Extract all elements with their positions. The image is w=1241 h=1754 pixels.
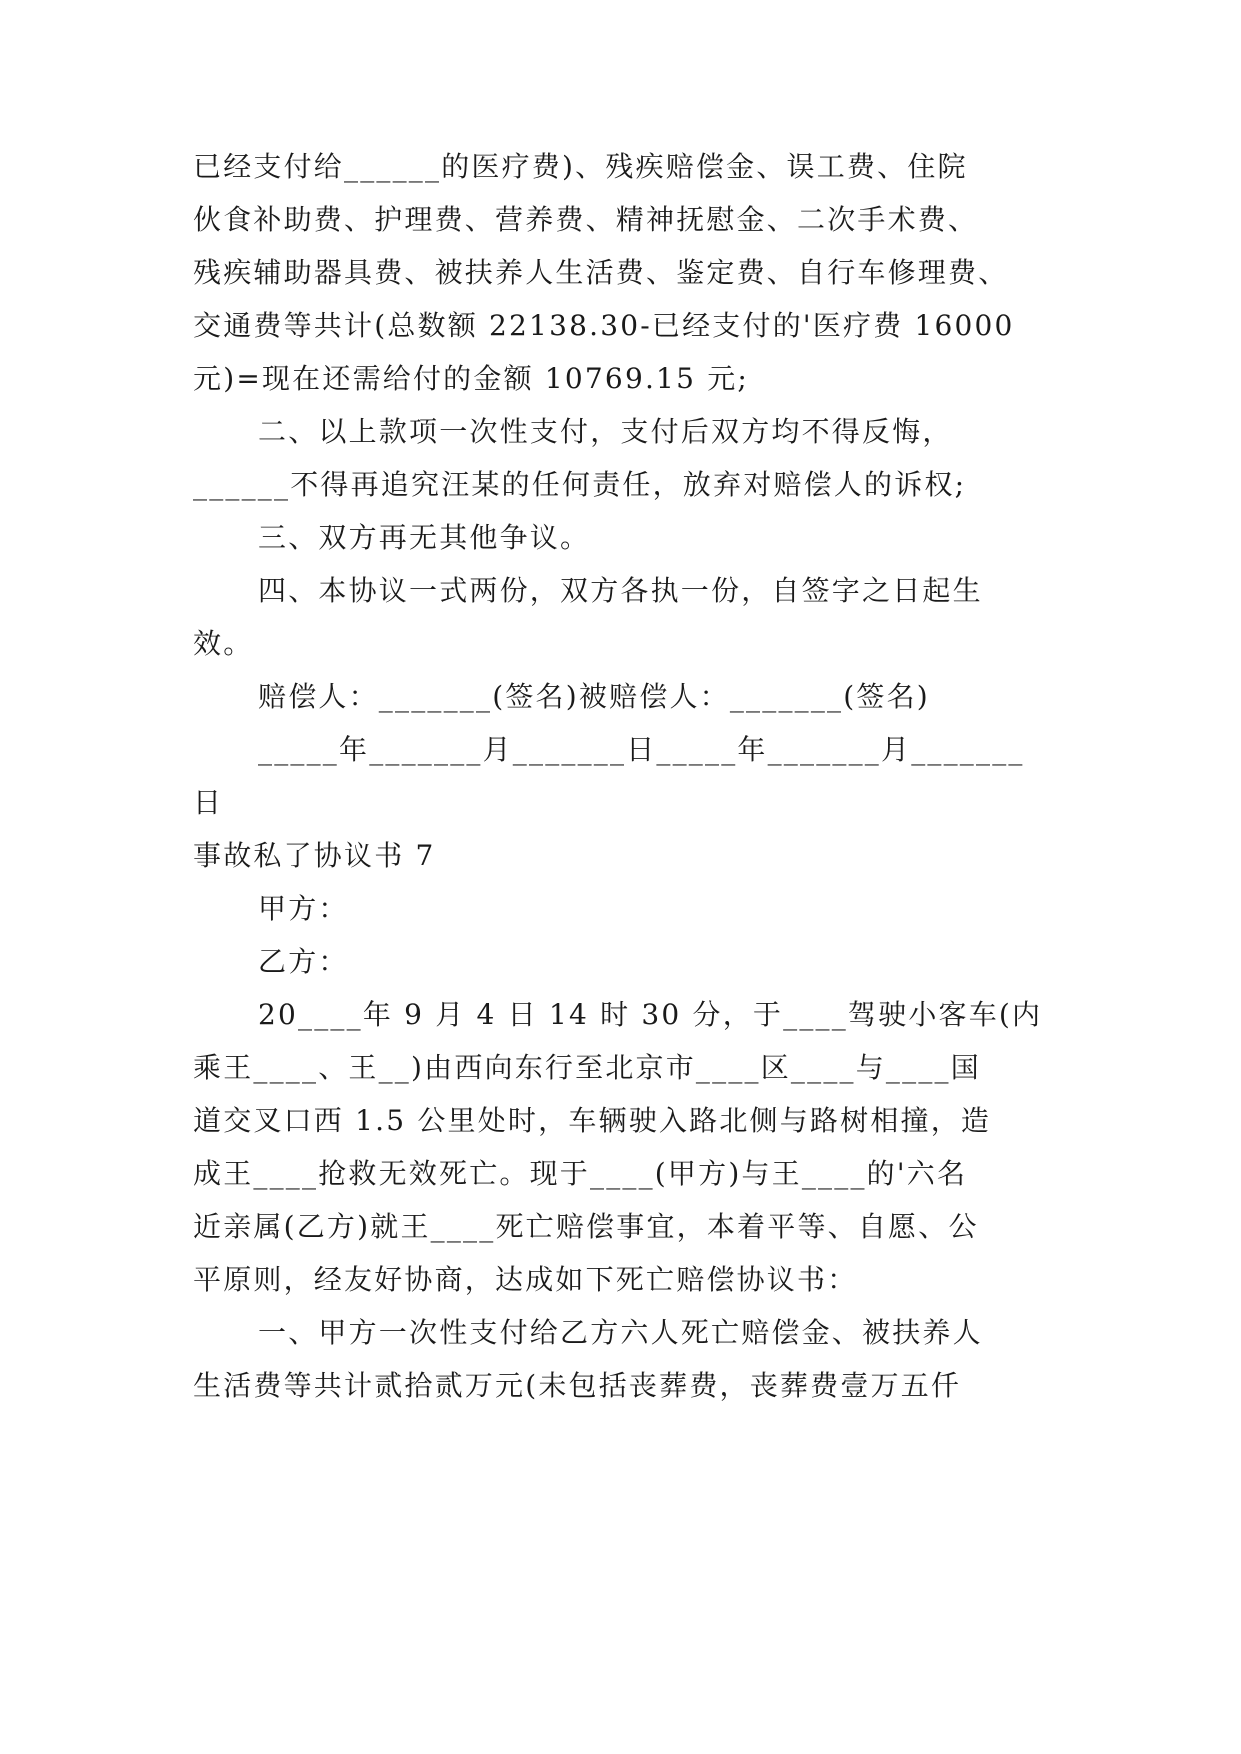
party-b-label: 乙方： xyxy=(258,945,349,978)
text-line: 效。 xyxy=(193,627,254,660)
text-line: ______不得再追究汪某的任何责任，放弃对赔偿人的诉权; xyxy=(193,468,967,501)
text-line: 成王____抢救无效死亡。现于____(甲方)与王____的'六名 xyxy=(193,1157,968,1190)
date-line: _____年_______月_______日_____年_______月_______ xyxy=(258,733,1025,766)
text-line: 道交叉口西 1.5 公里处时，车辆驶入路北侧与路树相撞，造 xyxy=(193,1104,992,1137)
text-line: 一、甲方一次性支付给乙方六人死亡赔偿金、被扶养人 xyxy=(258,1316,983,1349)
text-line: 平原则，经友好协商，达成如下死亡赔偿协议书： xyxy=(193,1263,858,1296)
section-title: 事故私了协议书 7 xyxy=(193,839,436,872)
text-line: 三、双方再无其他争议。 xyxy=(258,521,591,554)
text-line: 日 xyxy=(193,786,224,819)
text-line: 乘王____、王__)由西向东行至北京市____区____与____国 xyxy=(193,1051,981,1084)
text-line: 二、以上款项一次性支付，支付后双方均不得反悔， xyxy=(258,415,953,448)
party-a-label: 甲方： xyxy=(258,892,349,925)
text-line: 伙食补助费、护理费、营养费、精神抚慰金、二次手术费、 xyxy=(193,203,979,236)
text-line: 交通费等共计(总数额 22138.30-已经支付的'医疗费 16000 xyxy=(193,309,1015,342)
signature-line: 赔偿人：_______(签名)被赔偿人：_______(签名) xyxy=(258,680,930,713)
text-line: 生活费等共计贰拾贰万元(未包括丧葬费，丧葬费壹万五仟 xyxy=(193,1369,962,1402)
text-line: 近亲属(乙方)就王____死亡赔偿事宜，本着平等、自愿、公 xyxy=(193,1210,979,1243)
text-line: 已经支付给______的医疗费)、残疾赔偿金、误工费、住院 xyxy=(193,150,968,183)
text-line: 元)=现在还需给付的金额 10769.15 元; xyxy=(193,362,750,395)
text-line: 残疾辅助器具费、被扶养人生活费、鉴定费、自行车修理费、 xyxy=(193,256,1009,289)
text-line: 四、本协议一式两份，双方各执一份，自签字之日起生 xyxy=(258,574,983,607)
text-line: 20____年 9 月 4 日 14 时 30 分，于____驾驶小客车(内 xyxy=(258,998,1043,1031)
